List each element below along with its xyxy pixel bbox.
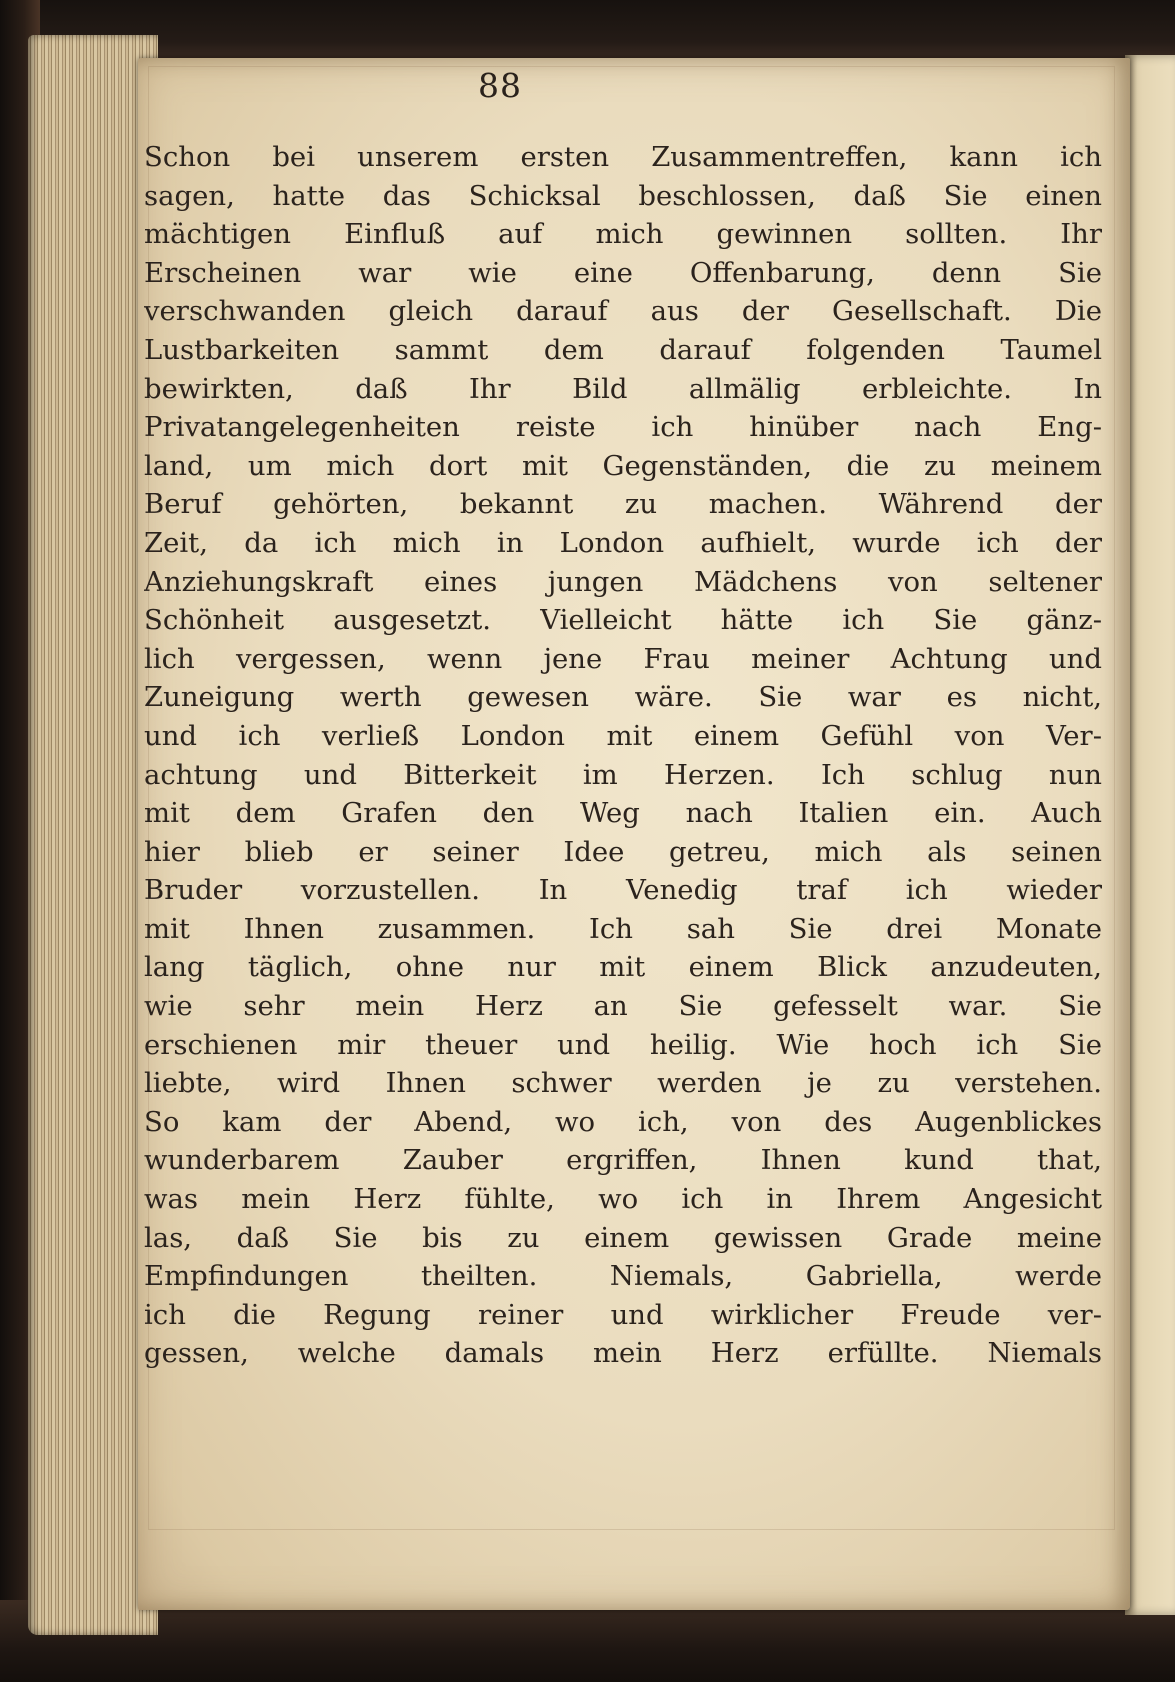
text-line: So kam der Abend, wo ich, von des Augenblickes (144, 1105, 1102, 1138)
text-line: erschienen mir theuer und heilig. Wie hoch ich Sie (144, 1028, 1102, 1061)
book-cover-bottom (0, 1600, 1175, 1682)
text-line: Privatangelegenheiten reiste ich hinüber nach Eng- (144, 411, 1102, 444)
text-line: was mein Herz fühlte, wo ich in Ihrem Angesicht (144, 1183, 1102, 1216)
text-line: Schönheit ausgesetzt. Vielleicht hätte ich Sie gänz- (144, 604, 1102, 637)
text-line: Lustbarkeiten sammt dem darauf folgenden Taumel (144, 333, 1102, 366)
text-line: Erscheinen war wie eine Offenbarung, denn Sie (144, 256, 1102, 289)
text-line: lich vergessen, wenn jene Frau meiner Achtung und (144, 642, 1102, 675)
text-line: ich die Regung reiner und wirklicher Freude ver- (144, 1298, 1102, 1331)
text-line: liebte, wird Ihnen schwer werden je zu verstehen. (144, 1067, 1102, 1100)
page-number: 88 (478, 66, 522, 105)
text-line: Zuneigung werth gewesen wäre. Sie war es nicht, (144, 681, 1102, 714)
text-line: wunderbarem Zauber ergriffen, Ihnen kund that, (144, 1144, 1102, 1177)
facing-page-edge (1125, 55, 1175, 1615)
text-line: land, um mich dort mit Gegenständen, die zu meinem (144, 449, 1102, 482)
text-line: Anziehungskraft eines jungen Mädchens von seltener (144, 565, 1102, 598)
text-line: Zeit, da ich mich in London aufhielt, wurde ich der (144, 526, 1102, 559)
text-line: mächtigen Einfluß auf mich gewinnen sollten. Ihr (144, 218, 1102, 251)
text-line: Empfindungen theilten. Niemals, Gabriella, werde (144, 1260, 1102, 1293)
text-line: und ich verließ London mit einem Gefühl von Ver- (144, 719, 1102, 752)
book-cover-top (0, 0, 1175, 60)
page-body (144, 138, 1102, 1373)
text-line: mit dem Grafen den Weg nach Italien ein. Auch (144, 797, 1102, 830)
text-line: Beruf gehörten, bekannt zu machen. Während der (144, 488, 1102, 521)
text-line: mit Ihnen zusammen. Ich sah Sie drei Monate (144, 912, 1102, 945)
text-line: verschwanden gleich darauf aus der Gesellschaft. Die (144, 295, 1102, 328)
text-line: achtung und Bitterkeit im Herzen. Ich schlug nun (144, 758, 1102, 791)
text-line: bewirkten, daß Ihr Bild allmälig erbleichte. In (144, 372, 1102, 405)
text-line: lang täglich, ohne nur mit einem Blick anzudeuten, (144, 951, 1102, 984)
text-line: las, daß Sie bis zu einem gewissen Grade meine (144, 1221, 1102, 1254)
text-line: Schon bei unserem ersten Zusammentreffen, kann ich (144, 141, 1102, 173)
text-line: Bruder vorzustellen. In Venedig traf ich wieder (144, 874, 1102, 907)
text-line: wie sehr mein Herz an Sie gefesselt war. Sie (144, 990, 1102, 1023)
text-line: sagen, hatte das Schicksal beschlossen, daß Sie einen (144, 179, 1102, 212)
text-line: hier blieb er seiner Idee getreu, mich als seinen (144, 835, 1102, 868)
text-line: gessen, welche damals mein Herz erfüllte. Niemals (144, 1337, 1102, 1370)
